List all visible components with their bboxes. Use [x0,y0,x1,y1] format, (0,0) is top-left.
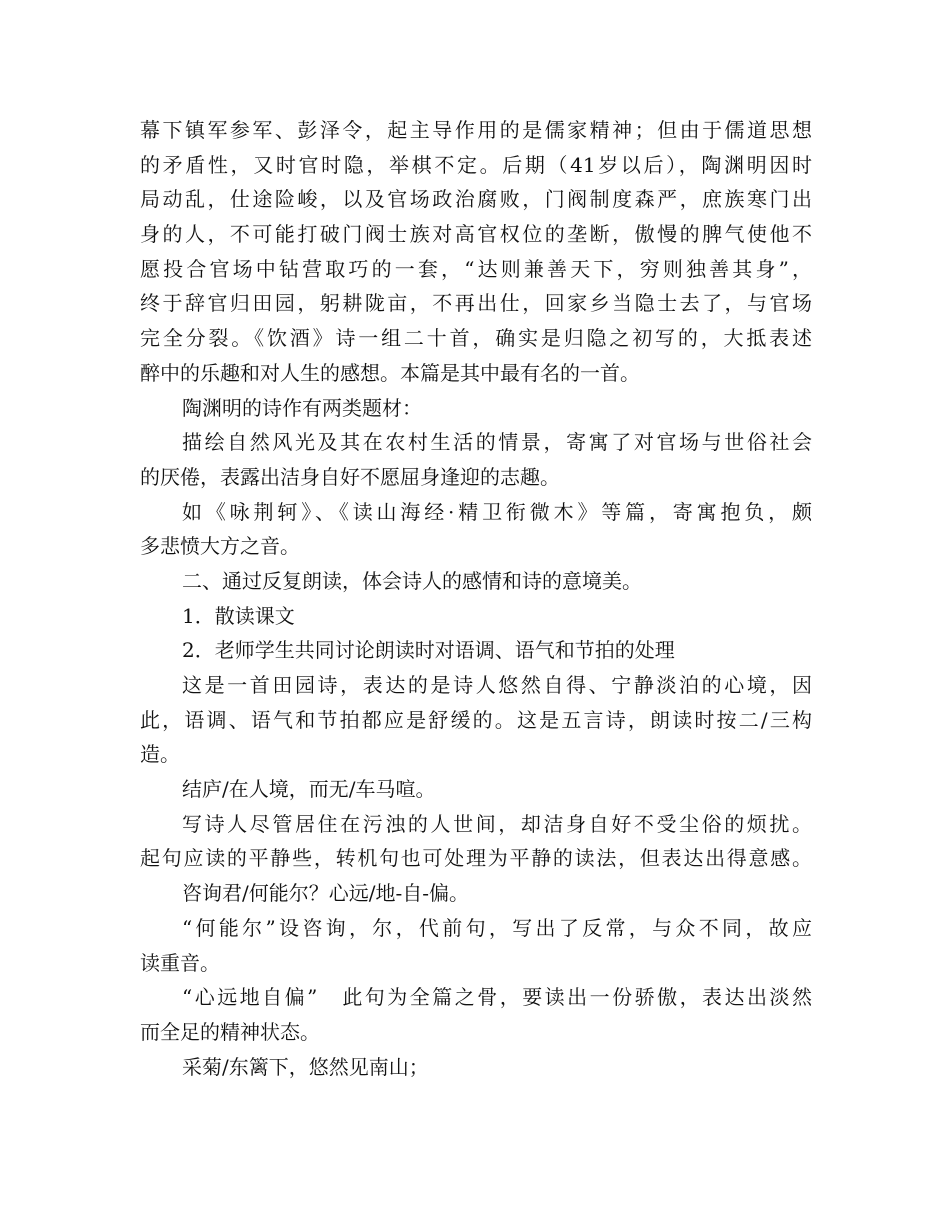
text-line: 陶渊明的诗作有两类题材： [182,395,422,420]
text-line: 完全分裂。《饮酒》诗一组二十首，确实是归隐之初写的，大抵表述 [140,326,812,351]
text-line: 写诗人尽管居住在污浊的人世间，却洁身自好不受尘俗的烦扰。 [182,811,812,836]
text-line: 起句应读的平静些，转机句也可处理为平静的读法，但表达出得意感。 [140,846,812,871]
text-line: 结庐/在人境，而无/车马喧。 [182,777,436,802]
text-line: 描绘自然风光及其在农村生活的情景，寄寓了对官场与世俗社会 [182,430,812,455]
text-line: 幕下镇军参军、彭泽令，起主导作用的是儒家精神；但由于儒道思想 [140,118,812,142]
text-line: 身的人，不可能打破门阀士族对高官权位的垄断，傲慢的脾气使他不 [140,222,812,247]
text-line: 多悲愤大方之音。 [140,534,300,559]
text-line: 而全足的精神状态。 [140,1019,320,1044]
text-line: 造。 [140,742,180,767]
text-line: 1．散读课文 [182,603,295,628]
document-body [140,113,812,1084]
text-line: 局动乱，仕途险峻，以及官场政治腐败，门阀制度森严，庶族寒门出 [140,187,812,212]
text-line: 的矛盾性，又时官时隐，举棋不定。后期（41岁以后），陶渊明因时 [140,152,812,177]
text-line: 醉中的乐趣和对人生的感想。本篇是其中最有名的一首。 [140,360,640,385]
text-line: 终于辞官归田园，躬耕陇亩，不再出仕，回家乡当隐士去了，与官场 [140,291,812,316]
text-line: 的厌倦，表露出洁身自好不愿屈身逢迎的志趣。 [140,464,560,489]
text-line: 2．老师学生共同讨论朗读时对语调、语气和节拍的处理 [182,638,675,663]
text-line: 采菊/东篱下，悠然见南山； [182,1054,429,1079]
text-line: 咨询君/何能尔？心远/地-自-偏。 [182,881,469,906]
text-line: “何能尔”设咨询，尔，代前句，写出了反常，与众不同，故应 [182,915,812,940]
text-line: 读重音。 [140,950,220,975]
text-line: 如《咏荆轲》、《读山海经·精卫衔微木》等篇，寄寓抱负，颇 [182,499,812,524]
text-line: 此，语调、语气和节拍都应是舒缓的。这是五言诗，朗读时按二/三构 [140,707,812,732]
text-line: “心远地自偏” 此句为全篇之骨，要读出一份骄傲，表达出淡然 [182,985,812,1010]
text-line: 这是一首田园诗，表达的是诗人悠然自得、宁静淡泊的心境，因 [182,673,812,697]
text-line: 愿投合官场中钻营取巧的一套，“达则兼善天下，穷则独善其身”， [140,256,812,281]
text-line: 二、通过反复朗读，体会诗人的感情和诗的意境美。 [182,568,642,593]
